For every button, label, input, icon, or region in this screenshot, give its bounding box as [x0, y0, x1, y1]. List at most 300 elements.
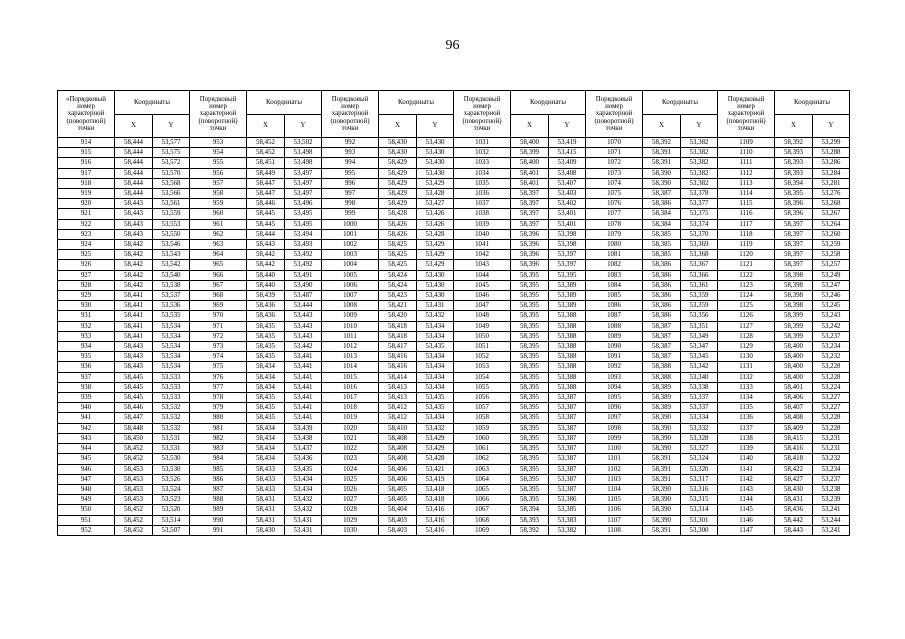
cell-point-number: 1144 — [718, 495, 775, 505]
cell-point-number: 1071 — [586, 148, 643, 158]
cell-y-value: 53,228 — [813, 413, 850, 423]
cell-x-value: 58,407 — [775, 403, 813, 413]
cell-point-number: 992 — [322, 138, 379, 148]
cell-y-value: 53,427 — [417, 199, 454, 209]
table-row — [58, 433, 850, 443]
cell-point-number: 1085 — [586, 291, 643, 301]
cell-point-number: 979 — [190, 403, 247, 413]
cell-y-value: 53,374 — [681, 219, 718, 229]
cell-point-number: 1128 — [718, 331, 775, 341]
header-coordinates: Координаты — [511, 91, 586, 115]
cell-point-number: 1081 — [586, 250, 643, 260]
cell-point-number: 1079 — [586, 229, 643, 239]
cell-y-value: 53,375 — [681, 209, 718, 219]
cell-point-number: 1137 — [718, 423, 775, 433]
cell-x-value: 58,424 — [379, 270, 417, 280]
cell-y-value: 53,441 — [285, 393, 322, 403]
cell-point-number: 1010 — [322, 321, 379, 331]
cell-y-value: 53,532 — [153, 413, 190, 423]
cell-point-number: 980 — [190, 413, 247, 423]
cell-point-number: 952 — [58, 525, 115, 535]
header-point-number: Порядковый номер характерной (поворотной) точки — [322, 91, 379, 138]
cell-point-number: 1004 — [322, 260, 379, 270]
cell-x-value: 58,394 — [511, 505, 549, 515]
table-row — [58, 178, 850, 188]
cell-x-value: 58,391 — [643, 454, 681, 464]
header-x: X — [511, 115, 549, 138]
cell-point-number: 1067 — [454, 505, 511, 515]
cell-x-value: 58,395 — [511, 484, 549, 494]
cell-y-value: 53,492 — [285, 250, 322, 260]
cell-point-number: 924 — [58, 240, 115, 250]
cell-x-value: 58,434 — [247, 362, 285, 372]
cell-y-value: 53,359 — [681, 291, 718, 301]
cell-point-number: 1061 — [454, 444, 511, 454]
cell-y-value: 53,388 — [549, 342, 586, 352]
table-row — [58, 138, 850, 148]
cell-x-value: 58,444 — [115, 168, 153, 178]
cell-y-value: 53,546 — [153, 240, 190, 250]
header-point-number: Порядковый номер характерной (поворотной) точки — [454, 91, 511, 138]
header-coordinates: Координаты — [115, 91, 190, 115]
cell-y-value: 53,431 — [417, 301, 454, 311]
cell-point-number: 1141 — [718, 464, 775, 474]
cell-y-value: 53,428 — [417, 189, 454, 199]
cell-y-value: 53,531 — [153, 433, 190, 443]
cell-x-value: 58,429 — [379, 199, 417, 209]
cell-y-value: 53,403 — [549, 189, 586, 199]
cell-x-value: 58,386 — [643, 199, 681, 209]
cell-point-number: 1076 — [586, 199, 643, 209]
table-row — [58, 291, 850, 301]
cell-x-value: 58,426 — [379, 229, 417, 239]
cell-y-value: 53,435 — [417, 393, 454, 403]
cell-x-value: 58,444 — [115, 178, 153, 188]
cell-y-value: 53,387 — [549, 454, 586, 464]
cell-point-number: 927 — [58, 270, 115, 280]
cell-point-number: 923 — [58, 229, 115, 239]
cell-y-value: 53,415 — [549, 148, 586, 158]
cell-x-value: 58,390 — [643, 413, 681, 423]
cell-x-value: 58,395 — [511, 393, 549, 403]
table-row — [58, 484, 850, 494]
cell-point-number: 1138 — [718, 433, 775, 443]
cell-point-number: 1127 — [718, 321, 775, 331]
cell-point-number: 929 — [58, 291, 115, 301]
cell-x-value: 58,436 — [247, 301, 285, 311]
cell-y-value: 53,345 — [681, 352, 718, 362]
cell-point-number: 949 — [58, 495, 115, 505]
cell-point-number: 926 — [58, 260, 115, 270]
cell-x-value: 58,395 — [511, 382, 549, 392]
cell-y-value: 53,401 — [549, 209, 586, 219]
cell-point-number: 1025 — [322, 474, 379, 484]
cell-x-value: 58,390 — [643, 178, 681, 188]
cell-x-value: 58,386 — [643, 270, 681, 280]
cell-y-value: 53,428 — [417, 454, 454, 464]
cell-y-value: 53,441 — [285, 403, 322, 413]
cell-x-value: 58,422 — [775, 464, 813, 474]
cell-point-number: 917 — [58, 168, 115, 178]
cell-y-value: 53,276 — [813, 189, 850, 199]
cell-point-number: 1032 — [454, 148, 511, 158]
cell-y-value: 53,430 — [417, 138, 454, 148]
cell-x-value: 58,403 — [379, 515, 417, 525]
cell-point-number: 959 — [190, 199, 247, 209]
cell-x-value: 58,442 — [775, 515, 813, 525]
cell-point-number: 1013 — [322, 352, 379, 362]
cell-y-value: 53,520 — [153, 505, 190, 515]
cell-point-number: 982 — [190, 433, 247, 443]
cell-point-number: 1135 — [718, 403, 775, 413]
cell-x-value: 58,452 — [115, 525, 153, 535]
cell-x-value: 58,435 — [247, 321, 285, 331]
cell-point-number: 1066 — [454, 495, 511, 505]
cell-x-value: 58,434 — [247, 454, 285, 464]
cell-y-value: 53,288 — [813, 148, 850, 158]
cell-x-value: 58,453 — [115, 474, 153, 484]
cell-point-number: 971 — [190, 321, 247, 331]
cell-y-value: 53,382 — [681, 168, 718, 178]
cell-x-value: 58,453 — [115, 495, 153, 505]
table-body — [58, 138, 850, 536]
cell-y-value: 53,550 — [153, 229, 190, 239]
cell-y-value: 53,332 — [681, 423, 718, 433]
cell-x-value: 58,396 — [511, 260, 549, 270]
cell-y-value: 53,382 — [681, 178, 718, 188]
cell-y-value: 53,377 — [681, 199, 718, 209]
cell-x-value: 58,421 — [379, 301, 417, 311]
cell-x-value: 58,440 — [247, 270, 285, 280]
cell-x-value: 58,425 — [379, 250, 417, 260]
cell-point-number: 974 — [190, 352, 247, 362]
cell-y-value: 53,232 — [813, 454, 850, 464]
cell-x-value: 58,441 — [115, 291, 153, 301]
cell-x-value: 58,441 — [115, 301, 153, 311]
cell-x-value: 58,392 — [643, 138, 681, 148]
cell-y-value: 53,408 — [549, 168, 586, 178]
cell-point-number: 989 — [190, 505, 247, 515]
cell-x-value: 58,395 — [511, 321, 549, 331]
cell-y-value: 53,432 — [417, 423, 454, 433]
cell-y-value: 53,532 — [153, 423, 190, 433]
cell-y-value: 53,429 — [417, 250, 454, 260]
cell-point-number: 1094 — [586, 382, 643, 392]
cell-x-value: 58,445 — [115, 382, 153, 392]
cell-point-number: 1080 — [586, 240, 643, 250]
cell-point-number: 939 — [58, 393, 115, 403]
cell-point-number: 988 — [190, 495, 247, 505]
table-row — [58, 413, 850, 423]
cell-y-value: 53,388 — [549, 372, 586, 382]
cell-y-value: 53,327 — [681, 444, 718, 454]
cell-x-value: 58,433 — [247, 484, 285, 494]
cell-point-number: 1132 — [718, 372, 775, 382]
cell-point-number: 1041 — [454, 240, 511, 250]
cell-y-value: 53,241 — [813, 525, 850, 535]
cell-y-value: 53,432 — [417, 311, 454, 321]
cell-y-value: 53,351 — [681, 321, 718, 331]
cell-point-number: 1142 — [718, 474, 775, 484]
cell-y-value: 53,368 — [681, 250, 718, 260]
cell-y-value: 53,416 — [417, 525, 454, 535]
cell-point-number: 1105 — [586, 495, 643, 505]
cell-y-value: 53,493 — [285, 240, 322, 250]
cell-x-value: 58,430 — [379, 148, 417, 158]
table-row — [58, 301, 850, 311]
cell-y-value: 53,435 — [417, 403, 454, 413]
cell-point-number: 1102 — [586, 464, 643, 474]
cell-y-value: 53,535 — [153, 311, 190, 321]
cell-y-value: 53,397 — [549, 250, 586, 260]
cell-x-value: 58,390 — [643, 515, 681, 525]
cell-point-number: 1098 — [586, 423, 643, 433]
cell-y-value: 53,231 — [813, 444, 850, 454]
cell-x-value: 58,395 — [511, 331, 549, 341]
cell-point-number: 957 — [190, 178, 247, 188]
cell-point-number: 1110 — [718, 148, 775, 158]
cell-x-value: 58,453 — [115, 484, 153, 494]
cell-y-value: 53,559 — [153, 209, 190, 219]
cell-x-value: 58,447 — [247, 189, 285, 199]
header-x: X — [643, 115, 681, 138]
cell-y-value: 53,281 — [813, 178, 850, 188]
cell-x-value: 58,395 — [511, 342, 549, 352]
cell-point-number: 987 — [190, 484, 247, 494]
cell-x-value: 58,399 — [775, 331, 813, 341]
cell-x-value: 58,427 — [775, 474, 813, 484]
cell-y-value: 53,530 — [153, 464, 190, 474]
cell-x-value: 58,442 — [115, 250, 153, 260]
cell-point-number: 1026 — [322, 484, 379, 494]
cell-point-number: 1028 — [322, 505, 379, 515]
cell-y-value: 53,429 — [417, 260, 454, 270]
cell-x-value: 58,442 — [115, 260, 153, 270]
cell-x-value: 58,444 — [115, 138, 153, 148]
table-row — [58, 403, 850, 413]
cell-y-value: 53,349 — [681, 331, 718, 341]
header-x: X — [379, 115, 417, 138]
cell-y-value: 53,435 — [285, 464, 322, 474]
cell-x-value: 58,404 — [379, 505, 417, 515]
table-row — [58, 270, 850, 280]
cell-y-value: 53,231 — [813, 433, 850, 443]
cell-point-number: 940 — [58, 403, 115, 413]
cell-y-value: 53,575 — [153, 148, 190, 158]
header-x: X — [775, 115, 813, 138]
cell-x-value: 58,440 — [247, 280, 285, 290]
cell-y-value: 53,534 — [153, 321, 190, 331]
cell-y-value: 53,570 — [153, 168, 190, 178]
cell-point-number: 916 — [58, 158, 115, 168]
cell-point-number: 1077 — [586, 209, 643, 219]
cell-y-value: 53,369 — [681, 240, 718, 250]
cell-point-number: 1003 — [322, 250, 379, 260]
cell-y-value: 53,407 — [549, 178, 586, 188]
cell-x-value: 58,395 — [511, 352, 549, 362]
cell-y-value: 53,441 — [285, 372, 322, 382]
cell-y-value: 53,257 — [813, 260, 850, 270]
cell-x-value: 58,389 — [643, 393, 681, 403]
coordinates-table — [57, 90, 850, 536]
cell-x-value: 58,396 — [511, 240, 549, 250]
cell-y-value: 53,443 — [285, 331, 322, 341]
cell-point-number: 950 — [58, 505, 115, 515]
cell-point-number: 1015 — [322, 372, 379, 382]
cell-x-value: 58,441 — [115, 321, 153, 331]
cell-x-value: 58,395 — [511, 362, 549, 372]
cell-x-value: 58,431 — [247, 515, 285, 525]
cell-point-number: 1075 — [586, 189, 643, 199]
cell-x-value: 58,395 — [511, 423, 549, 433]
cell-point-number: 1118 — [718, 229, 775, 239]
table-row — [58, 352, 850, 362]
cell-y-value: 53,347 — [681, 342, 718, 352]
cell-y-value: 53,432 — [285, 495, 322, 505]
cell-x-value: 58,401 — [511, 178, 549, 188]
cell-x-value: 58,435 — [247, 331, 285, 341]
cell-point-number: 990 — [190, 515, 247, 525]
cell-point-number: 962 — [190, 229, 247, 239]
cell-x-value: 58,400 — [775, 372, 813, 382]
header-point-number: Порядковый номер характерной (поворотной) точки — [718, 91, 775, 138]
cell-y-value: 53,409 — [549, 158, 586, 168]
cell-y-value: 53,524 — [153, 484, 190, 494]
cell-point-number: 1020 — [322, 423, 379, 433]
cell-point-number: 1029 — [322, 515, 379, 525]
cell-x-value: 58,434 — [247, 423, 285, 433]
cell-x-value: 58,444 — [115, 189, 153, 199]
cell-point-number: 1112 — [718, 168, 775, 178]
cell-y-value: 53,491 — [285, 270, 322, 280]
cell-point-number: 1082 — [586, 260, 643, 270]
cell-point-number: 1006 — [322, 280, 379, 290]
table-row — [58, 423, 850, 433]
header-point-number: Порядковый номер характерной (поворотной) точки — [190, 91, 247, 138]
cell-x-value: 58,395 — [511, 464, 549, 474]
table-row — [58, 260, 850, 270]
cell-y-value: 53,534 — [153, 342, 190, 352]
cell-y-value: 53,247 — [813, 280, 850, 290]
cell-y-value: 53,498 — [285, 148, 322, 158]
cell-point-number: 1048 — [454, 311, 511, 321]
cell-x-value: 58,408 — [379, 454, 417, 464]
cell-x-value: 58,392 — [775, 138, 813, 148]
cell-point-number: 967 — [190, 280, 247, 290]
cell-y-value: 53,356 — [681, 311, 718, 321]
cell-x-value: 58,396 — [775, 209, 813, 219]
cell-x-value: 58,406 — [775, 393, 813, 403]
cell-x-value: 58,435 — [247, 403, 285, 413]
cell-y-value: 53,497 — [285, 178, 322, 188]
cell-x-value: 58,390 — [643, 168, 681, 178]
cell-point-number: 1065 — [454, 484, 511, 494]
cell-y-value: 53,430 — [417, 158, 454, 168]
cell-x-value: 58,453 — [115, 464, 153, 474]
cell-x-value: 58,386 — [643, 311, 681, 321]
cell-point-number: 1072 — [586, 158, 643, 168]
cell-x-value: 58,425 — [379, 240, 417, 250]
cell-x-value: 58,396 — [511, 250, 549, 260]
cell-y-value: 53,317 — [681, 474, 718, 484]
cell-point-number: 1129 — [718, 342, 775, 352]
cell-x-value: 58,418 — [379, 331, 417, 341]
cell-y-value: 53,378 — [681, 189, 718, 199]
cell-y-value: 53,416 — [417, 515, 454, 525]
cell-y-value: 53,395 — [549, 270, 586, 280]
cell-y-value: 53,419 — [549, 138, 586, 148]
cell-point-number: 983 — [190, 444, 247, 454]
cell-y-value: 53,496 — [285, 199, 322, 209]
cell-point-number: 945 — [58, 454, 115, 464]
cell-point-number: 1114 — [718, 189, 775, 199]
cell-point-number: 1123 — [718, 280, 775, 290]
cell-point-number: 1099 — [586, 433, 643, 443]
cell-point-number: 942 — [58, 423, 115, 433]
header-y: Y — [417, 115, 454, 138]
cell-y-value: 53,388 — [549, 382, 586, 392]
cell-point-number: 1147 — [718, 525, 775, 535]
cell-point-number: 999 — [322, 209, 379, 219]
cell-y-value: 53,436 — [285, 454, 322, 464]
table-row — [58, 382, 850, 392]
cell-y-value: 53,540 — [153, 270, 190, 280]
table-row — [58, 240, 850, 250]
cell-x-value: 58,400 — [511, 158, 549, 168]
cell-y-value: 53,431 — [285, 515, 322, 525]
cell-x-value: 58,391 — [643, 464, 681, 474]
cell-y-value: 53,328 — [681, 433, 718, 443]
cell-x-value: 58,405 — [379, 484, 417, 494]
cell-y-value: 53,267 — [813, 209, 850, 219]
cell-y-value: 53,228 — [813, 423, 850, 433]
cell-x-value: 58,400 — [511, 138, 549, 148]
table-row — [58, 495, 850, 505]
cell-x-value: 58,413 — [379, 393, 417, 403]
cell-x-value: 58,397 — [511, 199, 549, 209]
cell-x-value: 58,397 — [775, 240, 813, 250]
cell-x-value: 58,443 — [115, 209, 153, 219]
cell-y-value: 53,324 — [681, 454, 718, 464]
cell-y-value: 53,387 — [549, 423, 586, 433]
cell-y-value: 53,388 — [549, 352, 586, 362]
cell-y-value: 53,498 — [285, 158, 322, 168]
cell-x-value: 58,385 — [643, 229, 681, 239]
header-coordinates: Координаты — [379, 91, 454, 115]
cell-y-value: 53,245 — [813, 301, 850, 311]
cell-point-number: 1143 — [718, 484, 775, 494]
table-row — [58, 250, 850, 260]
cell-y-value: 53,533 — [153, 393, 190, 403]
cell-y-value: 53,533 — [153, 382, 190, 392]
cell-y-value: 53,492 — [285, 260, 322, 270]
cell-x-value: 58,395 — [511, 301, 549, 311]
cell-x-value: 58,390 — [643, 495, 681, 505]
cell-point-number: 1045 — [454, 280, 511, 290]
cell-x-value: 58,397 — [511, 219, 549, 229]
cell-x-value: 58,434 — [247, 444, 285, 454]
cell-x-value: 58,416 — [379, 362, 417, 372]
cell-x-value: 58,397 — [775, 229, 813, 239]
cell-point-number: 1040 — [454, 229, 511, 239]
cell-x-value: 58,424 — [379, 280, 417, 290]
cell-x-value: 58,390 — [643, 484, 681, 494]
cell-y-value: 53,572 — [153, 158, 190, 168]
cell-x-value: 58,442 — [247, 250, 285, 260]
cell-y-value: 53,543 — [153, 250, 190, 260]
cell-x-value: 58,384 — [643, 219, 681, 229]
cell-x-value: 58,452 — [115, 515, 153, 525]
